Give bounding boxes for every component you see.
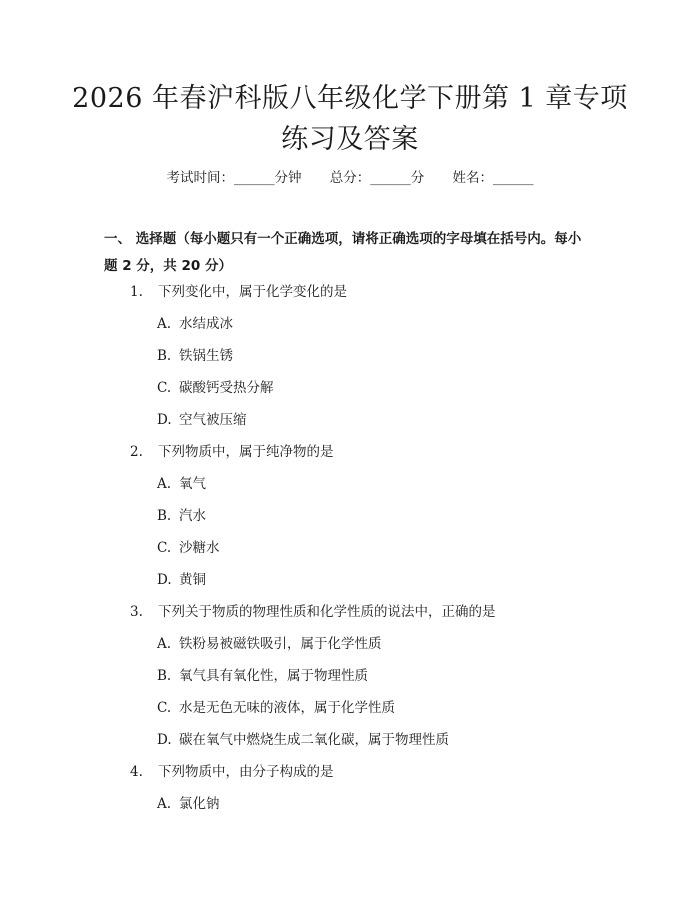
question-number: 1.: [130, 284, 143, 300]
question-2-option-c: [157, 538, 220, 558]
question-3: [130, 602, 496, 622]
question-1-option-d: [157, 410, 247, 430]
option-letter: A.: [157, 796, 172, 812]
option-text: 汽水: [179, 508, 206, 524]
option-text: 氧气具有氧化性，属于物理性质: [179, 668, 368, 684]
option-text: 铁锅生锈: [179, 348, 233, 364]
option-letter: C.: [157, 380, 172, 396]
question-1-option-a: [157, 314, 233, 334]
question-number: 3.: [130, 604, 143, 620]
question-4-option-a: [157, 794, 220, 814]
document-title-line-1: 2026 年春沪科版八年级化学下册第 1 章专项: [72, 83, 628, 114]
option-text: 水是无色无味的液体，属于化学性质: [179, 700, 395, 716]
option-text: 氯化钠: [179, 796, 220, 812]
option-letter: A.: [157, 476, 172, 492]
option-text: 水结成冰: [179, 316, 233, 332]
question-3-option-a: [157, 634, 382, 654]
question-number: 2.: [130, 444, 143, 460]
question-1-option-b: [157, 346, 233, 366]
question-2: [130, 442, 334, 462]
option-text: 碳酸钙受热分解: [179, 380, 274, 396]
option-text: 铁粉易被磁铁吸引，属于化学性质: [179, 636, 382, 652]
exam-name: 姓名：______: [452, 170, 534, 186]
exam-info: [0, 168, 700, 188]
option-letter: A.: [157, 636, 172, 652]
question-text: 下列物质中，属于纯净物的是: [158, 444, 334, 460]
question-1-option-c: [157, 378, 274, 398]
section-heading-line-2: 题 2 分，共 20 分）: [104, 258, 232, 274]
question-1: [130, 282, 347, 302]
question-3-option-c: [157, 698, 395, 718]
option-letter: C.: [157, 700, 172, 716]
question-3-option-b: [157, 666, 368, 686]
document-title-line-2: 练习及答案: [281, 124, 419, 155]
section-heading-line-1: 一、 选择题（每小题只有一个正确选项，请将正确选项的字母填在括号内。每小: [104, 231, 582, 247]
option-letter: D.: [157, 732, 172, 748]
option-text: 碳在氧气中燃烧生成二氧化碳，属于物理性质: [179, 732, 449, 748]
question-2-option-b: [157, 506, 206, 526]
question-2-option-d: [157, 570, 206, 590]
question-number: 4.: [130, 764, 143, 780]
option-letter: C.: [157, 540, 172, 556]
option-letter: B.: [157, 508, 172, 524]
exam-time: 考试时间：______分钟: [166, 170, 302, 186]
question-text: 下列物质中，由分子构成的是: [158, 764, 334, 780]
question-text: 下列变化中，属于化学变化的是: [158, 284, 347, 300]
question-3-option-d: [157, 730, 449, 750]
question-2-option-a: [157, 474, 206, 494]
option-letter: A.: [157, 316, 172, 332]
option-letter: D.: [157, 412, 172, 428]
option-text: 氧气: [179, 476, 206, 492]
option-letter: B.: [157, 348, 172, 364]
option-text: 沙糖水: [179, 540, 220, 556]
section-heading: [104, 226, 604, 280]
option-letter: D.: [157, 572, 172, 588]
option-text: 空气被压缩: [179, 412, 247, 428]
exam-total-score: 总分：______分: [329, 170, 425, 186]
question-4: [130, 762, 334, 782]
question-text: 下列关于物质的物理性质和化学性质的说法中，正确的是: [158, 604, 496, 620]
option-text: 黄铜: [179, 572, 206, 588]
option-letter: B.: [157, 668, 172, 684]
